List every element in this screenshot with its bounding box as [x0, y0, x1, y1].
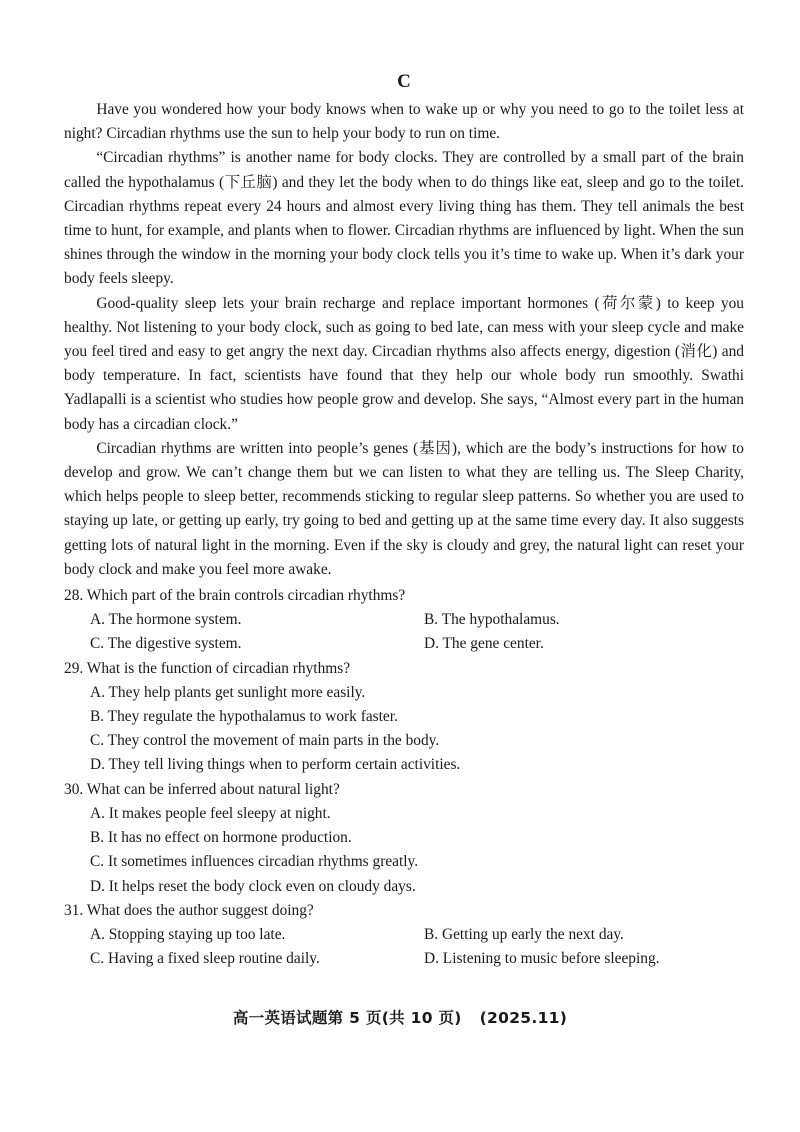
option-d: D. The gene center.	[424, 635, 544, 653]
question-28	[64, 584, 744, 657]
question-stem: 31. What does the author suggest doing?	[64, 901, 314, 919]
question-stem: 28. Which part of the brain controls circadian rhythms?	[64, 587, 406, 605]
question-stem: 30. What can be inferred about natural light?	[64, 780, 340, 798]
option-a: A. They help plants get sunlight more easily.	[90, 683, 366, 701]
option-a: A. It makes people feel sleepy at night.	[90, 804, 331, 822]
passage-paragraph-4: Circadian rhythms are written into people’s genes (基因), which are the body’s instructions for how to develop and grow. We can’t change them but we can listen to what they are telling us. The Sleep Charity, which helps people to sleep better, recommends sticking to regular sleep patterns. So whether you are used to staying up late, or getting up early, try going to bed and getting up at the same time every day. It also suggests getting lots of natural light in the morning. Even if the sky is cloudy and grey, the natural light can reset your body clock and make you feel more awake.	[64, 439, 744, 578]
option-b: B. Getting up early the next day.	[424, 925, 624, 943]
passage-paragraph-2: “Circadian rhythms” is another name for body clocks. They are controlled by a small part of the brain called the hypothalamus (下丘脑) and they let the body when to do things like eat, sleep and go to the toilet. Circadian rhythms repeat every 24 hours and almost every living thing has them. They tell animals the best time to hunt, for example, and plants when to flower. Circadian rhythms are influenced by light. When the sun shines through the window in the morning your body clock tells you it’s time to wake up. When it’s dark your body feels sleepy.	[64, 149, 744, 288]
option-d: D. They tell living things when to perform certain activities.	[90, 756, 461, 774]
exam-date: (2025.11)	[479, 1009, 568, 1027]
option-b: B. They regulate the hypothalamus to work faster.	[90, 708, 398, 726]
option-b: B. It has no effect on hormone production.	[90, 829, 352, 847]
page-footer	[0, 1006, 800, 1028]
option-b: B. The hypothalamus.	[424, 611, 560, 629]
section-heading: C	[397, 71, 411, 92]
question-30	[64, 778, 744, 899]
passage-paragraph-1: Have you wondered how your body knows when to wake up or why you need to go to the toilet less at night? Circadian rhythms use the sun to help your body to run on time.	[64, 101, 744, 143]
question-list	[64, 584, 744, 971]
option-c: C. It sometimes influences circadian rhythms greatly.	[90, 853, 419, 871]
question-stem: 29. What is the function of circadian rhythms?	[64, 659, 351, 677]
option-d: D. Listening to music before sleeping.	[424, 950, 660, 968]
question-31	[64, 899, 744, 972]
option-a: A. The hormone system.	[90, 611, 242, 629]
reading-passage	[64, 98, 744, 582]
option-a: A. Stopping staying up too late.	[90, 925, 286, 943]
option-c: C. Having a fixed sleep routine daily.	[90, 950, 320, 968]
option-c: C. They control the movement of main parts in the body.	[90, 732, 440, 750]
exam-page	[64, 70, 744, 971]
option-d: D. It helps reset the body clock even on cloudy days.	[90, 877, 416, 895]
question-29	[64, 657, 744, 778]
passage-paragraph-3: Good-quality sleep lets your brain recharge and replace important hormones (荷尔蒙) to keep you healthy. Not listening to your body clock, such as going to bed late, can mess with your sleep cycle and make you feel tired and easy to get angry the next day. Circadian rhythms also affects energy, digestion (消化) and body temperature. In fact, scientists have found that they help our whole body run smoothly. Swathi Yadlapalli is a scientist who studies how people grow and develop. She says, “Almost every part in the human body has a circadian clock.”	[64, 294, 744, 433]
page-number-label: 高一英语试题第 5 页(共 10 页)	[232, 1009, 462, 1027]
option-c: C. The digestive system.	[90, 635, 242, 653]
